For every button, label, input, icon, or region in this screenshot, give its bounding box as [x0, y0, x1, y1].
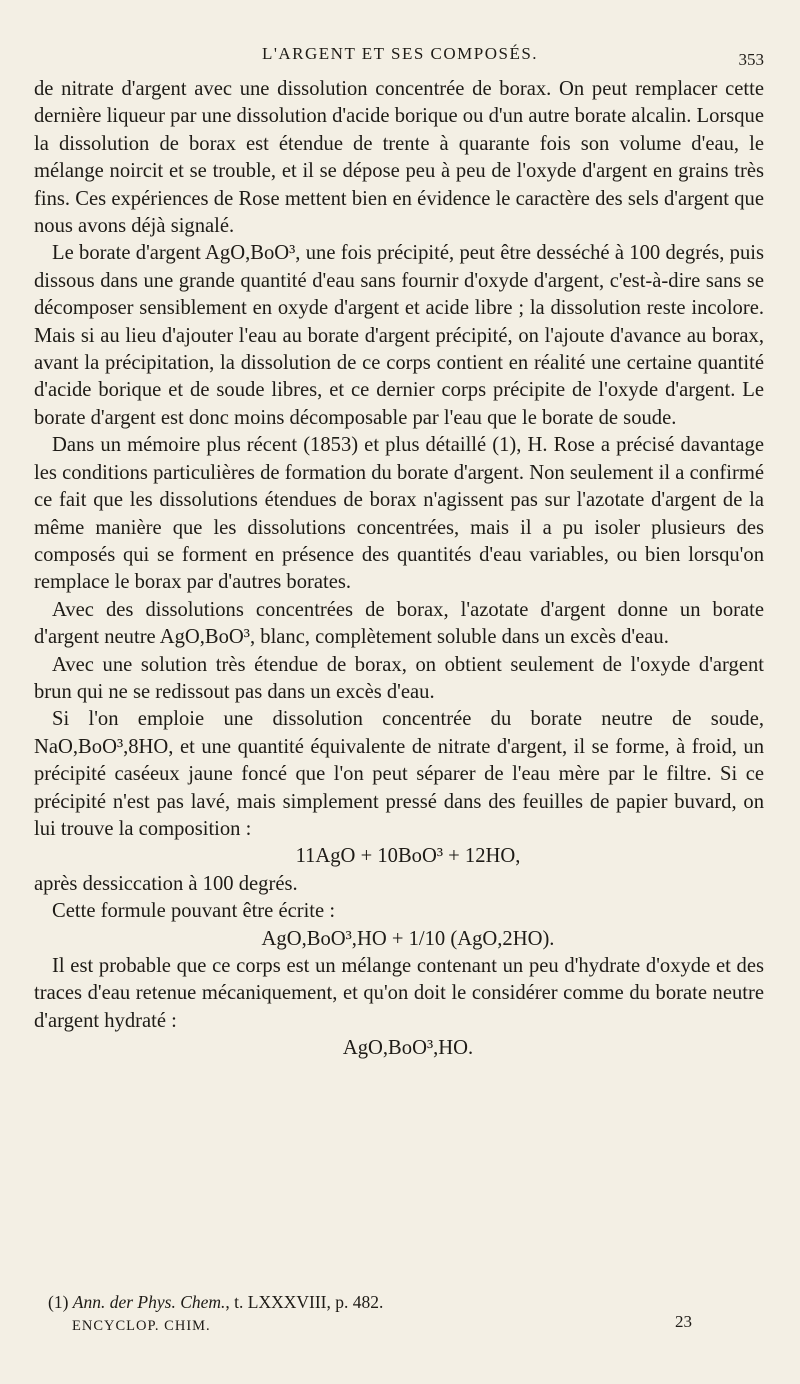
- paragraph: de nitrate d'argent avec une dissolution concentrée de borax. On peut remplacer cette dernière liqueur par une dissolution d'acide borique ou d'un autre borate alcalin. Lorsque la dissolution de borax est étendue de trente à quarante fois son volume d'eau, le mélange noircit et se trouble, et il se dépose peu à peu de l'oxyde d'argent en grains très fins. Ces expériences de Rose mettent bien en évidence le caractère des sels d'argent que nous avons déjà signalé.: [34, 78, 764, 238]
- printer-signature: ENCYCLOP. CHIM.: [72, 1318, 211, 1334]
- footnote-source: Ann. der Phys. Chem.: [72, 1292, 226, 1312]
- running-head: L'ARGENT ET SES COMPOSÉS.: [261, 44, 539, 63]
- paragraph: après dessiccation à 100 degrés.: [34, 872, 298, 895]
- footnote-marker: (1): [48, 1292, 69, 1312]
- page-number: 353: [738, 50, 764, 69]
- paragraph: Il est probable que ce corps est un mélange contenant un peu d'hydrate d'oxyde et des traces d'eau retenue mécaniquement, et qu'on doit le considérer comme du borate neutre d'argent hydraté :: [34, 955, 764, 1032]
- paragraph: Cette formule pouvant être écrite :: [52, 900, 336, 923]
- footnote: [48, 1292, 748, 1313]
- paragraph: Si l'on emploie une dissolution concentrée du borate neutre de soude, NaO,BoO³,8HO, et une quantité équivalente de nitrate d'argent, il se forme, à froid, un précipité caséeux jaune foncé que l'on peut séparer de l'eau mère par le filtre. Si ce précipité n'est pas lavé, mais simplement pressé dans des feuilles de papier buvard, on lui trouve la composition :: [34, 708, 764, 840]
- formula: AgO,BoO³,HO.: [342, 1037, 474, 1060]
- footnote-reference: , t. LXXXVIII, p. 482.: [225, 1292, 384, 1312]
- paragraph: Le borate d'argent AgO,BoO³, une fois précipité, peut être desséché à 100 degrés, puis dissous dans une grande quantité d'eau sans fournir d'oxyde d'argent, c'est-à-dire sans se décomposer sensiblement en oxyde d'argent et acide libre ; la dissolution reste incolore. Mais si au lieu d'ajouter l'eau au borate d'argent précipité, on l'ajoute d'avance au borax, avant la précipitation, la dissolution de ce corps contient en réalité une certaine quantité d'acide borique et de soude libres, et ce dernier corps précipite de l'oxyde d'argent. Le borate d'argent est donc moins décomposable par l'eau que le borate de soude.: [34, 242, 764, 429]
- formula: 11AgO + 10BoO³ + 12HO,: [295, 845, 521, 868]
- paragraph: Avec une solution très étendue de borax, on obtient seulement de l'oxyde d'argent brun qui ne se redissout pas dans un excès d'eau.: [34, 653, 764, 703]
- page-body: [34, 76, 764, 1063]
- formula: AgO,BoO³,HO + 1/10 (AgO,2HO).: [261, 927, 555, 950]
- paragraph: Avec des dissolutions concentrées de borax, l'azotate d'argent donne un borate d'argent neutre AgO,BoO³, blanc, complètement soluble dans un excès d'eau.: [34, 598, 764, 649]
- sheet-number: 23: [675, 1312, 692, 1331]
- paragraph: Dans un mémoire plus récent (1853) et plus détaillé (1), H. Rose a précisé davantage les conditions particulières de formation du borate d'argent. Non seulement il a confirmé ce fait que les dissolutions étendues de borax n'agissent pas sur l'azotate d'argent de la même manière que les dissolutions concentrées, mais il a pu isoler plusieurs des composés qui se forment en présence des quantités d'eau variables, ou bien lorsqu'on remplace le borax par d'autres borates.: [34, 434, 764, 594]
